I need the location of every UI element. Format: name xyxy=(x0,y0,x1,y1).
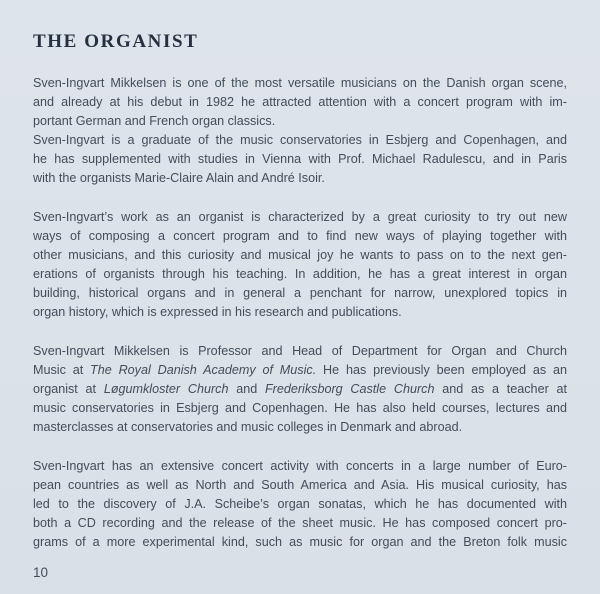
body-text: and as a teacher at xyxy=(434,382,568,396)
italic-text: Løgumkloster Church xyxy=(103,382,229,396)
text-line xyxy=(33,265,567,284)
body-text: both a CD recording and the release of the sheet music. He has composed concert pro- xyxy=(33,516,567,530)
body-text: Sven-Ingvart is a graduate of the music conservatories in Esbjerg and Copenhagen, and xyxy=(33,133,567,147)
text-line xyxy=(33,418,567,437)
text-line xyxy=(33,533,567,552)
text-line xyxy=(33,131,567,150)
page-title: THE ORGANIST xyxy=(33,31,199,52)
text-line xyxy=(33,342,567,361)
text-line xyxy=(33,93,567,112)
text-line xyxy=(33,457,567,476)
body-text: pean countries as well as North and South America and Asia. His musical curiosity, has xyxy=(33,478,567,492)
body-text: organist at xyxy=(33,382,104,396)
text-line xyxy=(33,112,567,131)
page-number: 10 xyxy=(33,565,49,580)
body-text: He has previously been employed as an xyxy=(316,363,568,377)
paragraph xyxy=(33,208,567,322)
body-text: portant German and French organ classics. xyxy=(33,114,276,128)
text-line xyxy=(33,476,567,495)
italic-text: Frederiksborg Castle Church xyxy=(264,382,435,396)
body-text: and xyxy=(228,382,265,396)
body-text: organ history, which is expressed in his research and publications. xyxy=(33,305,402,319)
body-text: Music at xyxy=(33,363,91,377)
body-text: with the organists Marie-Claire Alain and André Isoir. xyxy=(33,171,325,185)
paragraph xyxy=(33,457,567,552)
body-text: Sven-Ingvart has an extensive concert activity with concerts in a large number of Euro- xyxy=(33,459,567,473)
text-line xyxy=(33,227,567,246)
content xyxy=(33,74,567,552)
body-text: Sven-Ingvart Mikkelsen is one of the most versatile musicians on the Danish organ scene, xyxy=(33,76,567,90)
body-text: building, historical organs and in general a penchant for narrow, unexplored topics in xyxy=(33,286,567,300)
body-text: masterclasses at conservatories and music colleges in Denmark and abroad. xyxy=(33,420,463,434)
body-text: and already at his debut in 1982 he attracted attention with a concert program with im- xyxy=(33,95,567,109)
body-text: led to the discovery of J.A. Scheibe’s organ sonatas, which he has documented with xyxy=(33,497,567,511)
text-line xyxy=(33,495,567,514)
body-text: grams of a more experimental kind, such as music for organ and the Breton folk music xyxy=(33,535,567,549)
body-text: music conservatories in Esbjerg and Copenhagen. He has also held courses, lectures and xyxy=(33,401,567,415)
body-text: he has supplemented with studies in Vienna with Prof. Michael Radulescu, and in Paris xyxy=(33,152,567,166)
text-line xyxy=(33,514,567,533)
text-line xyxy=(33,380,567,399)
text-line xyxy=(33,246,567,265)
text-line xyxy=(33,399,567,418)
text-line xyxy=(33,361,567,380)
text-line xyxy=(33,208,567,227)
body-text: other musicians, and this curiosity and musical joy he wants to pass on to the next gen- xyxy=(33,248,567,262)
body-text: Sven-Ingvart Mikkelsen is Professor and Head of Department for Organ and Church xyxy=(33,344,567,358)
body-text: Sven-Ingvart’s work as an organist is characterized by a great curiosity to try out new xyxy=(33,210,567,224)
text-line xyxy=(33,169,567,188)
paragraph xyxy=(33,342,567,437)
text-line xyxy=(33,303,567,322)
paragraph xyxy=(33,74,567,188)
italic-text: The Royal Danish Academy of Music. xyxy=(90,363,317,377)
text-line xyxy=(33,284,567,303)
body-text: erations of organists through his teaching. In addition, he has a great interest in organ xyxy=(33,267,567,281)
text-line xyxy=(33,74,567,93)
body-text: ways of composing a concert program and to find new ways of playing together with xyxy=(33,229,567,243)
text-line xyxy=(33,150,567,169)
